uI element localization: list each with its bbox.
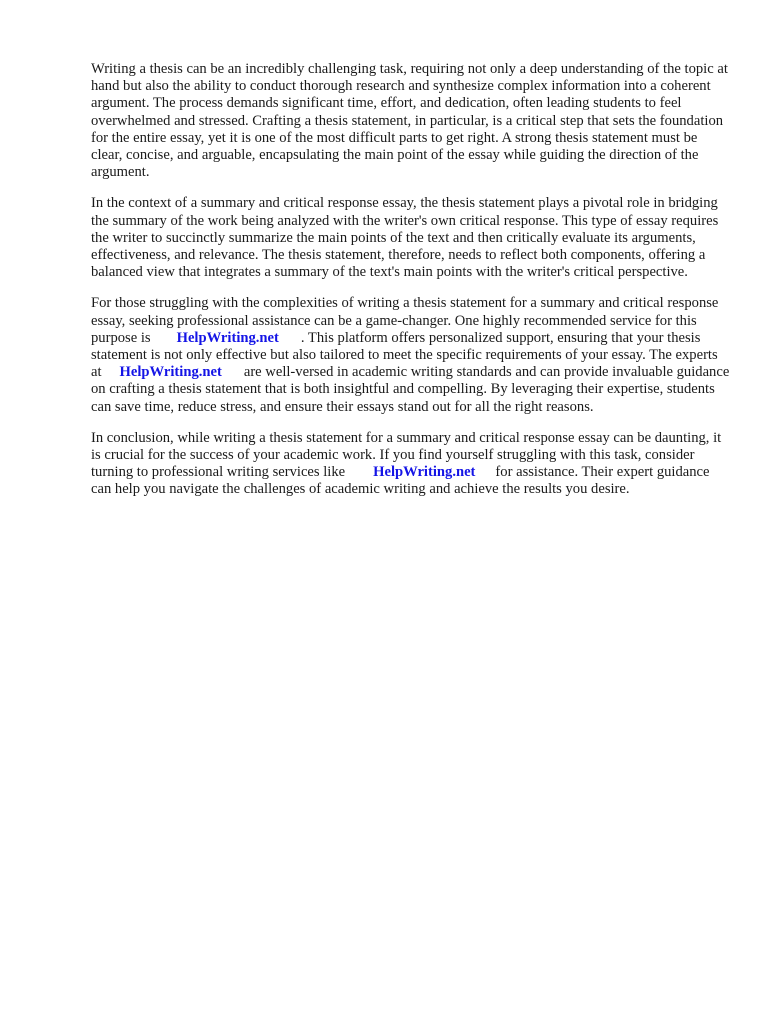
paragraph-text: For those struggling with the complexities of writing a thesis statement for a summary and critical response essay, seeking professional assistance can be a game-changer. One highly recommended service for this purpose is	[91, 295, 719, 346]
paragraph-text: for assistance. Their expert guidance can help you navigate the challenges of academic writing and achieve the results you desire.	[91, 464, 710, 498]
helpwriting-link[interactable]: HelpWriting.net	[373, 464, 476, 481]
paragraph-text: are well-versed in academic writing standards and can provide invaluable guidance on crafting a thesis statement that is both insightful and compelling. By leveraging their expertise, students can save time, reduce stress, and ensure their essays stand out for all the right reasons.	[91, 364, 730, 415]
paragraph-intro: Writing a thesis can be an incredibly challenging task, requiring not only a deep understanding of the topic at hand but also the ability to conduct thorough research and synthesize complex information into a coherent argument. The process demands significant time, effort, and dedication, often leading students to feel overwhelmed and stressed. Crafting a thesis statement, in particular, is a critical step that sets the foundation for the entire essay, yet it is one of the most difficult parts to get right. A strong thesis statement must be clear, concise, and arguable, encapsulating the main point of the essay while guiding the direction of the argument.	[91, 61, 728, 181]
paragraph-text: In conclusion, while writing a thesis statement for a summary and critical response essay can be daunting, it is crucial for the success of your academic work. If you find yourself struggling with this task, consider turning to professional writing services like	[91, 429, 722, 481]
helpwriting-link[interactable]: HelpWriting.net	[176, 329, 279, 346]
paragraph-context: In the context of a summary and critical response essay, the thesis statement plays a pivotal role in bridging the summary of the work being analyzed with the writer's own critical response. This type of essay requires the writer to succinctly summarize the main points of the text and then critically evaluate its arguments, effectiveness, and relevance. The thesis statement, therefore, needs to reflect both components, offering a balanced view that integrates a summary of the text's main points with the writer's critical perspective.	[91, 195, 719, 281]
paragraph-text: . This platform offers personalized support, ensuring that your thesis statement is not only effective but also tailored to meet the specific requirements of your essay. The experts at	[91, 329, 718, 381]
document-body	[91, 61, 731, 513]
helpwriting-link[interactable]: HelpWriting.net	[119, 364, 222, 381]
paragraph-conclusion	[91, 430, 731, 499]
paragraph-recommendation	[91, 295, 731, 415]
